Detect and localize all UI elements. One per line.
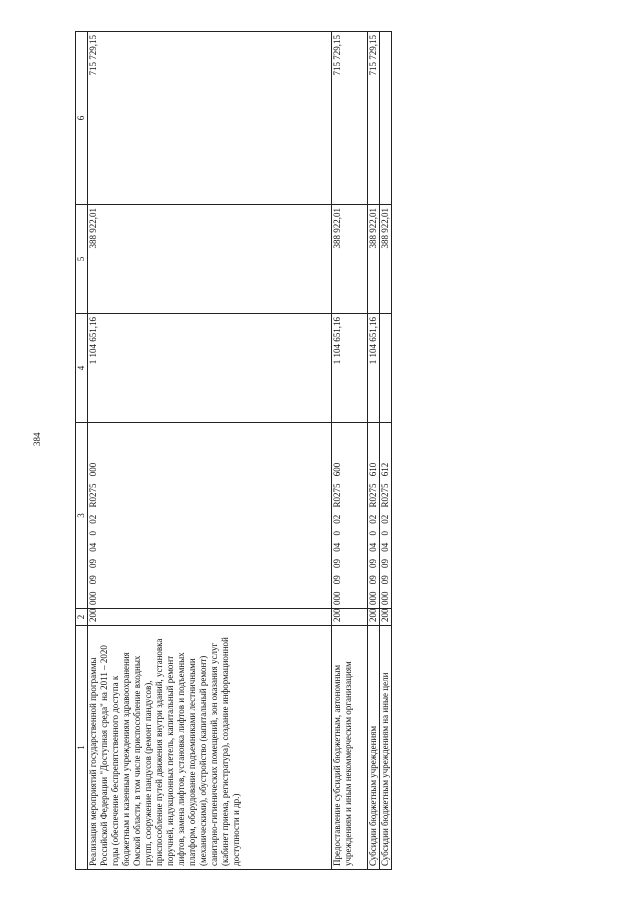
row-col-6: 715 729,15 <box>88 32 332 205</box>
table-row <box>332 32 368 870</box>
header-col-5: 5 <box>76 205 88 314</box>
row-col-5: 388 922,01 <box>380 205 392 314</box>
row-code: 000 09 09 04 0 02 R0275 600 <box>332 423 368 609</box>
header-col-4: 4 <box>76 314 88 423</box>
table-row <box>368 32 380 870</box>
row-code: 000 09 09 04 0 02 R0275 610 <box>368 423 380 609</box>
row-col-2: 200 <box>380 609 392 626</box>
row-col-4 <box>380 314 392 423</box>
header-col-3: 3 <box>76 423 88 609</box>
row-code: 000 09 09 04 0 02 R0275 612 <box>380 423 392 609</box>
row-name: Субсидии бюджетным учреждениям <box>368 626 380 870</box>
row-col-6 <box>380 32 392 205</box>
table-row <box>380 32 392 870</box>
header-col-6: 6 <box>76 32 88 205</box>
row-name: Предоставление субсидий бюджетным, автономным учреждениям и иным некоммерческим организациям <box>332 626 368 870</box>
row-col-5: 388 922,01 <box>88 205 332 314</box>
row-col-4: 1 104 651,16 <box>332 314 368 423</box>
row-name: Реализация мероприятий государственной программы Российской Федерации "Доступная среда" на 2011 – 2020 годы (обеспечение беспрепятственного доступа к бюджетным и казенным учреждениям здравоохранения Омской области, в том числе приспособление входных групп, сооружение пандусов (ремонт пандусов), приспособление путей движения внутри зданий, установка поручней, индукционных петель, капитальный ремонт лифтов, замена лифтов, установка лифтов и подъемных платформ, оборудование подъемниками лестничными (механическими), обустройство (капитальный ремонт) санитарно-гигиенических помещений, зон оказания услуг (кабинет приема, регистратура), создание информационной доступности и др.) <box>88 626 332 870</box>
budget-table-rotated <box>75 32 401 870</box>
row-col-4: 1 104 651,16 <box>88 314 332 423</box>
table-header-row <box>76 32 88 870</box>
row-col-5: 388 922,01 <box>368 205 380 314</box>
row-name: Субсидии бюджетным учреждениям на иные цели <box>380 626 392 870</box>
row-col-6: 715 729,15 <box>368 32 380 205</box>
row-col-6: 715 729,15 <box>332 32 368 205</box>
table-row <box>88 32 332 870</box>
row-col-2: 200 <box>368 609 380 626</box>
budget-table <box>75 31 392 870</box>
row-col-5: 388 922,01 <box>332 205 368 314</box>
row-col-2: 200 <box>332 609 368 626</box>
row-col-2: 200 <box>88 609 332 626</box>
header-col-1: 1 <box>76 626 88 870</box>
row-col-4: 1 104 651,16 <box>368 314 380 423</box>
row-code: 000 09 09 04 0 02 R0275 000 <box>88 423 332 609</box>
page-number: 384 <box>32 432 42 446</box>
header-col-2: 2 <box>76 609 88 626</box>
